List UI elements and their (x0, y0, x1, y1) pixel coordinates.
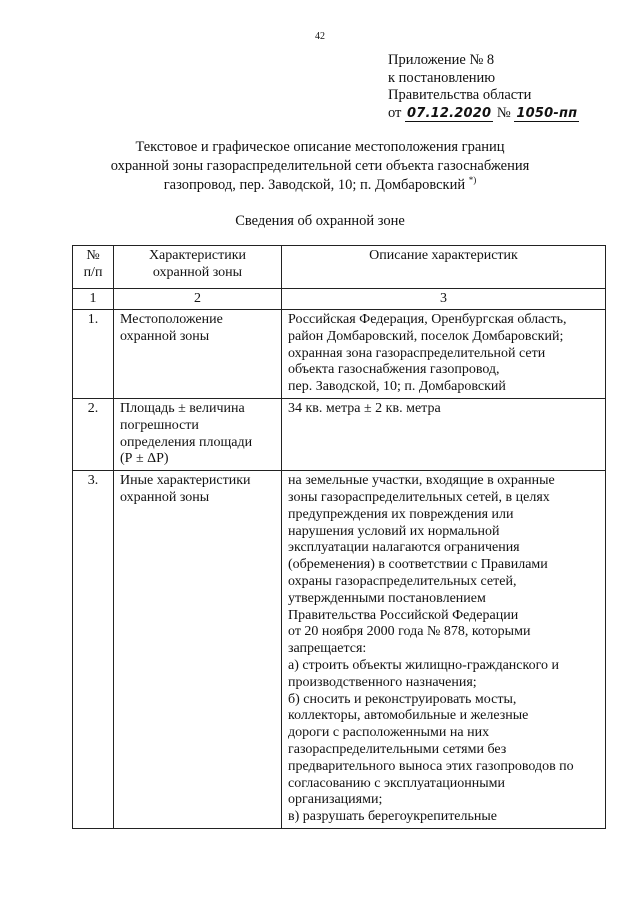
text-line: предупреждения их повреждения или (288, 506, 514, 522)
table-header-row (73, 246, 606, 289)
text-line: дороги с расположенными на них (288, 725, 490, 741)
appendix-line-3: Правительства области (388, 87, 532, 103)
title-line-2: охранной зоны газораспределительной сети объекта газоснабжения (110, 158, 530, 174)
text-line: (Р ± ΔР) (120, 451, 169, 467)
appendix-line-1: Приложение № 8 (388, 52, 495, 68)
text-line: утвержденными постановлением (288, 590, 486, 606)
row-characteristic (114, 398, 282, 470)
index-cell: 1 (73, 289, 114, 310)
text-line: охраны газораспределительных сетей, (288, 573, 517, 589)
title-line-3-text: газопровод, пер. Заводской, 10; п. Домбаровский (163, 177, 466, 193)
text-line: эксплуатации налагаются ограничения (288, 540, 520, 556)
header-characteristic (114, 246, 282, 289)
text-line: предварительного выноса этих газопроводов по (288, 758, 574, 774)
appendix-date-number-line (388, 105, 579, 123)
table-index-row (73, 289, 606, 310)
text-line: район Домбаровский, поселок Домбаровский; (288, 328, 564, 344)
row-description (282, 310, 606, 399)
title-line-3 (0, 176, 640, 195)
row-description (282, 398, 606, 470)
text-line: (обременения) в соответствии с Правилами (288, 557, 548, 573)
header-num-line: п/п (83, 264, 103, 280)
document-title (0, 138, 640, 195)
page-number: 42 (315, 31, 325, 42)
appendix-from-prefix: от (388, 104, 402, 121)
header-characteristic-line: охранной зоны (152, 264, 243, 280)
text-line: а) строить объекты жилищно-гражданского и (288, 657, 559, 673)
appendix-block (388, 52, 579, 122)
section-title: Сведения об охранной зоне (235, 213, 405, 229)
text-line: на земельные участки, входящие в охранные (288, 473, 555, 489)
text-line: Местоположение (120, 312, 223, 327)
row-num: 2. (73, 398, 114, 470)
text-line: Площадь ± величина (120, 400, 245, 416)
row-num: 1. (73, 310, 114, 399)
row-characteristic (114, 310, 282, 399)
appendix-date: 07.12.2020 (407, 105, 492, 121)
text-line: организациями; (288, 792, 383, 808)
text-line: б) сносить и реконструировать мосты, (288, 691, 517, 707)
text-line: Правительства Российской Федерации (288, 607, 519, 623)
header-characteristic-line: Характеристики (148, 248, 247, 263)
title-line-1: Текстовое и графическое описание местоположения границ (135, 139, 505, 155)
text-line: зоны газораспределительных сетей, в целях (288, 489, 550, 505)
text-line: Иные характеристики (120, 473, 251, 489)
text-line: газораспределительными сетями без (288, 741, 507, 757)
appendix-number: 1050-пп (516, 105, 578, 121)
appendix-line-2: к постановлению (388, 69, 496, 86)
text-line: нарушения условий их нормальной (288, 523, 500, 539)
index-cell: 2 (114, 289, 282, 310)
header-description: Описание характеристик (282, 246, 606, 289)
text-line: определения площади (120, 434, 253, 450)
footnote-mark: *) (468, 175, 477, 185)
table-row (73, 471, 606, 829)
text-line: от 20 ноября 2000 года № 878, которыми (288, 624, 531, 640)
text-line: 34 кв. метра ± 2 кв. метра (288, 400, 441, 416)
appendix-number-prefix: № (496, 104, 511, 121)
text-line: согласованию с эксплуатационными (288, 775, 506, 791)
text-line: запрещается: (288, 641, 367, 657)
index-cell: 3 (282, 289, 606, 310)
text-line: объекта газоснабжения газопровод, (288, 362, 500, 378)
zone-info-table (72, 245, 606, 829)
row-num: 3. (73, 471, 114, 829)
text-line: Российская Федерация, Оренбургская область, (288, 312, 567, 327)
row-description (282, 471, 606, 829)
text-line: охранная зона газораспределительной сети (288, 345, 546, 361)
text-line: пер. Заводской, 10; п. Домбаровский (288, 379, 506, 395)
text-line: охранной зоны (120, 489, 210, 505)
table-row (73, 310, 606, 399)
text-line: охранной зоны (120, 328, 210, 344)
text-line: в) разрушать берегоукрепительные (288, 809, 498, 825)
table-row (73, 398, 606, 470)
header-num-line: № (86, 248, 100, 263)
text-line: коллекторы, автомобильные и железные (288, 708, 529, 724)
header-num (73, 246, 114, 289)
row-characteristic (114, 471, 282, 829)
text-line: погрешности (120, 417, 199, 433)
text-line: производственного назначения; (288, 674, 477, 690)
